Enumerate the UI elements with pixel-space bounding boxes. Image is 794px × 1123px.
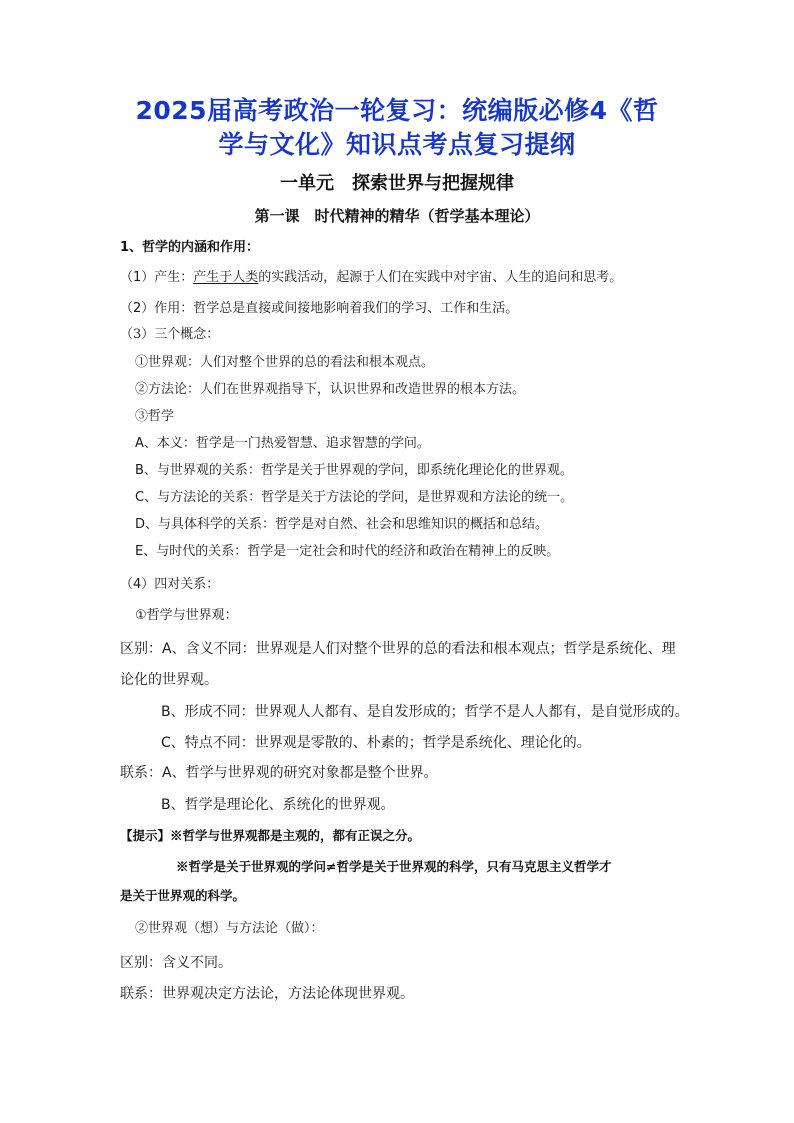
relation-2-difference: 区别：含义不同。 — [120, 955, 232, 971]
document-title-line-1: 2025届高考政治一轮复习：统编版必修4《哲 — [135, 96, 659, 125]
philosophy-point-b: B、与世界观的关系：哲学是关于世界观的学问，即系统化理论化的世界观。 — [135, 463, 573, 478]
connection-a: 联系：A、哲学与世界观的研究对象都是整个世界。 — [120, 765, 438, 781]
relation-2-connection: 联系：世界观决定方法论，方法论体现世界观。 — [120, 986, 414, 1002]
item-2-function: （2）作用：哲学总是直接或间接地影响着我们的学习、工作和生活。 — [120, 301, 519, 316]
philosophy-point-e: E、与时代的关系：哲学是一定社会和时代的经济和政治在精神上的反映。 — [135, 544, 560, 559]
item-3-concepts: （3）三个概念： — [120, 327, 220, 342]
tip-line-3: 是关于世界观的科学。 — [120, 888, 246, 903]
concept-worldview: ①世界观：人们对整个世界的总的看法和根本观点。 — [135, 355, 435, 370]
relation-2-heading: ②世界观（想）与方法论（做）： — [135, 921, 324, 936]
concept-methodology: ②方法论：人们在世界观指导下，认识世界和改造世界的根本方法。 — [135, 382, 526, 397]
item-1-rest: 的实践活动，起源于人们在实践中对宇宙、人生的追问和思考。 — [258, 270, 623, 285]
philosophy-point-a: A、本义：哲学是一门热爱智慧、追求智慧的学问。 — [135, 436, 430, 451]
concept-philosophy: ③哲学 — [135, 409, 175, 424]
item-1-prefix: （1）产生： — [120, 270, 194, 285]
philosophy-point-d: D、与具体科学的关系：哲学是对自然、社会和思维知识的概括和总结。 — [135, 517, 549, 532]
difference-a-line-2: 论化的世界观。 — [120, 672, 218, 688]
document-title-line-2: 学与文化》知识点考点复习提纲 — [218, 130, 576, 159]
difference-b: B、形成不同：世界观人人都有、是自发形成的；哲学不是人人都有，是自觉形成的。 — [161, 704, 689, 720]
lesson-heading: 第一课 时代精神的精华（哲学基本理论） — [254, 207, 540, 225]
tip-line-2: ※哲学是关于世界观的学问≠哲学是关于世界观的科学，只有马克思主义哲学才 — [176, 859, 612, 874]
philosophy-point-c: C、与方法论的关系：哲学是关于方法论的学问，是世界观和方法论的统一。 — [135, 490, 574, 505]
relation-1-heading: ①哲学与世界观： — [135, 608, 238, 623]
tip-line-1: 【提示】※哲学与世界观都是主观的，都有正误之分。 — [120, 828, 421, 843]
unit-heading: 一单元 探索世界与把握规律 — [280, 173, 514, 194]
connection-b: B、哲学是理论化、系统化的世界观。 — [161, 797, 395, 813]
item-1-underlined: 产生于人类 — [193, 270, 259, 285]
difference-c: C、特点不同：世界观是零散的、朴素的；哲学是系统化、理论化的。 — [161, 735, 591, 751]
difference-a-line-1: 区别：A、含义不同：世界观是人们对整个世界的总的看法和根本观点；哲学是系统化、理 — [120, 641, 676, 657]
item-1-origin — [120, 270, 622, 286]
item-4-relations: （4）四对关系： — [120, 577, 220, 592]
section-heading-1: 1、哲学的内涵和作用： — [120, 240, 260, 255]
